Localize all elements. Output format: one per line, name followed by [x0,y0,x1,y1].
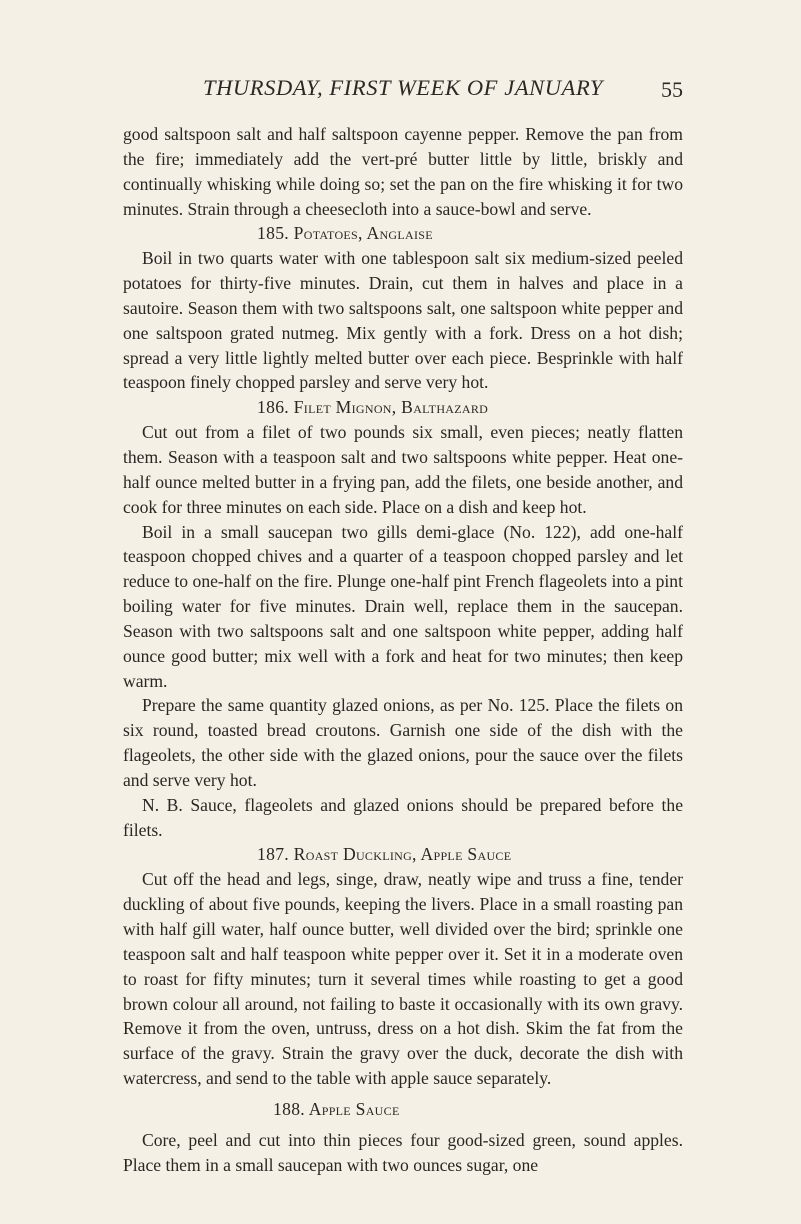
recipe-heading-186: 186. Filet Mignon, Balthazard [257,397,489,418]
recipe-185-paragraph: Boil in two quarts water with one tablespoon salt six medium-sized peeled potatoes for thirty-five minutes. Drain, cut them in halves and place in a sautoire. Season them with two saltspoons salt, one saltspoon white pepper and one saltspoon grated nutmeg. Mix gently with a fork. Dress on a hot dish; spread a very little lightly melted butter over each piece. Besprinkle with half teaspoon finely chopped parsley and serve very hot. [123,248,683,393]
recipe-186-paragraph-2: Boil in a small saucepan two gills demi-glace (No. 122), add one-half teaspoon chopped chives and a quarter of a teaspoon chopped parsley and let reduce to one-half on the fire. Plunge one-half pint French flageolets into a pint boiling water for five minutes. Drain well, replace them in the saucepan. Season with two saltspoons salt and one saltspoon white pepper, adding half ounce good butter; mix well with a fork and heat for two minutes; then keep warm. [123,521,683,691]
recipe-186-paragraph-3: Prepare the same quantity glazed onions, as per No. 125. Place the filets on six round, toasted bread croutons. Garnish one side of the dish with the flageolets, the other side with the glazed onions, pour the sauce over the filets and serve very hot. [123,695,683,790]
recipe-heading-185: 185. Potatoes, Anglaise [257,223,433,244]
recipe-heading-188: 188. Apple Sauce [273,1098,400,1119]
recipe-heading-187: 187. Roast Duckling, Apple Sauce [257,844,512,865]
running-head [123,72,683,112]
recipe-186-note: N. B. Sauce, flageolets and glazed onions should be prepared before the filets. [123,794,683,840]
recipe-187-paragraph: Cut off the head and legs, singe, draw, neatly wipe and truss a fine, tender duckling of about five pounds, keeping the livers. Place in a small roasting pan with half gill water, half ounce butter, well divided over the bird; sprinkle one teaspoon salt and half teaspoon white pepper over it. Set it in a moderate oven to roast for fifty minutes; turn it several times while roasting to get a good brown colour all around, not failing to baste it occasionally with its own gravy. Remove it from the oven, untruss, dress on a hot dish. Skim the fat from the surface of the gravy. Strain the gravy over the duck, decorate the dish with watercress, and send to the table with apple sauce separately. [123,869,683,1089]
continued-paragraph: good saltspoon salt and half saltspoon cayenne pepper. Remove the pan from the fire; immediately add the vert-pré butter little by little, briskly and continually whisking while doing so; set the pan on the fire whisking it for two minutes. Strain through a cheesecloth into a sauce-bowl and serve. [123,124,683,219]
page-text [123,122,683,1177]
page-number: 55 [661,77,683,102]
book-page [123,72,683,1177]
running-title: THURSDAY, FIRST WEEK OF JANUARY [202,75,604,100]
recipe-186-paragraph-1: Cut out from a filet of two pounds six small, even pieces; neatly flatten them. Season with a teaspoon salt and two saltspoons white pepper. Heat one-half ounce melted butter in a frying pan, add the filets, one beside another, and cook for three minutes on each side. Place on a dish and keep hot. [123,422,683,517]
recipe-188-paragraph: Core, peel and cut into thin pieces four good-sized green, sound apples. Place them in a small saucepan with two ounces sugar, one [123,1129,683,1175]
